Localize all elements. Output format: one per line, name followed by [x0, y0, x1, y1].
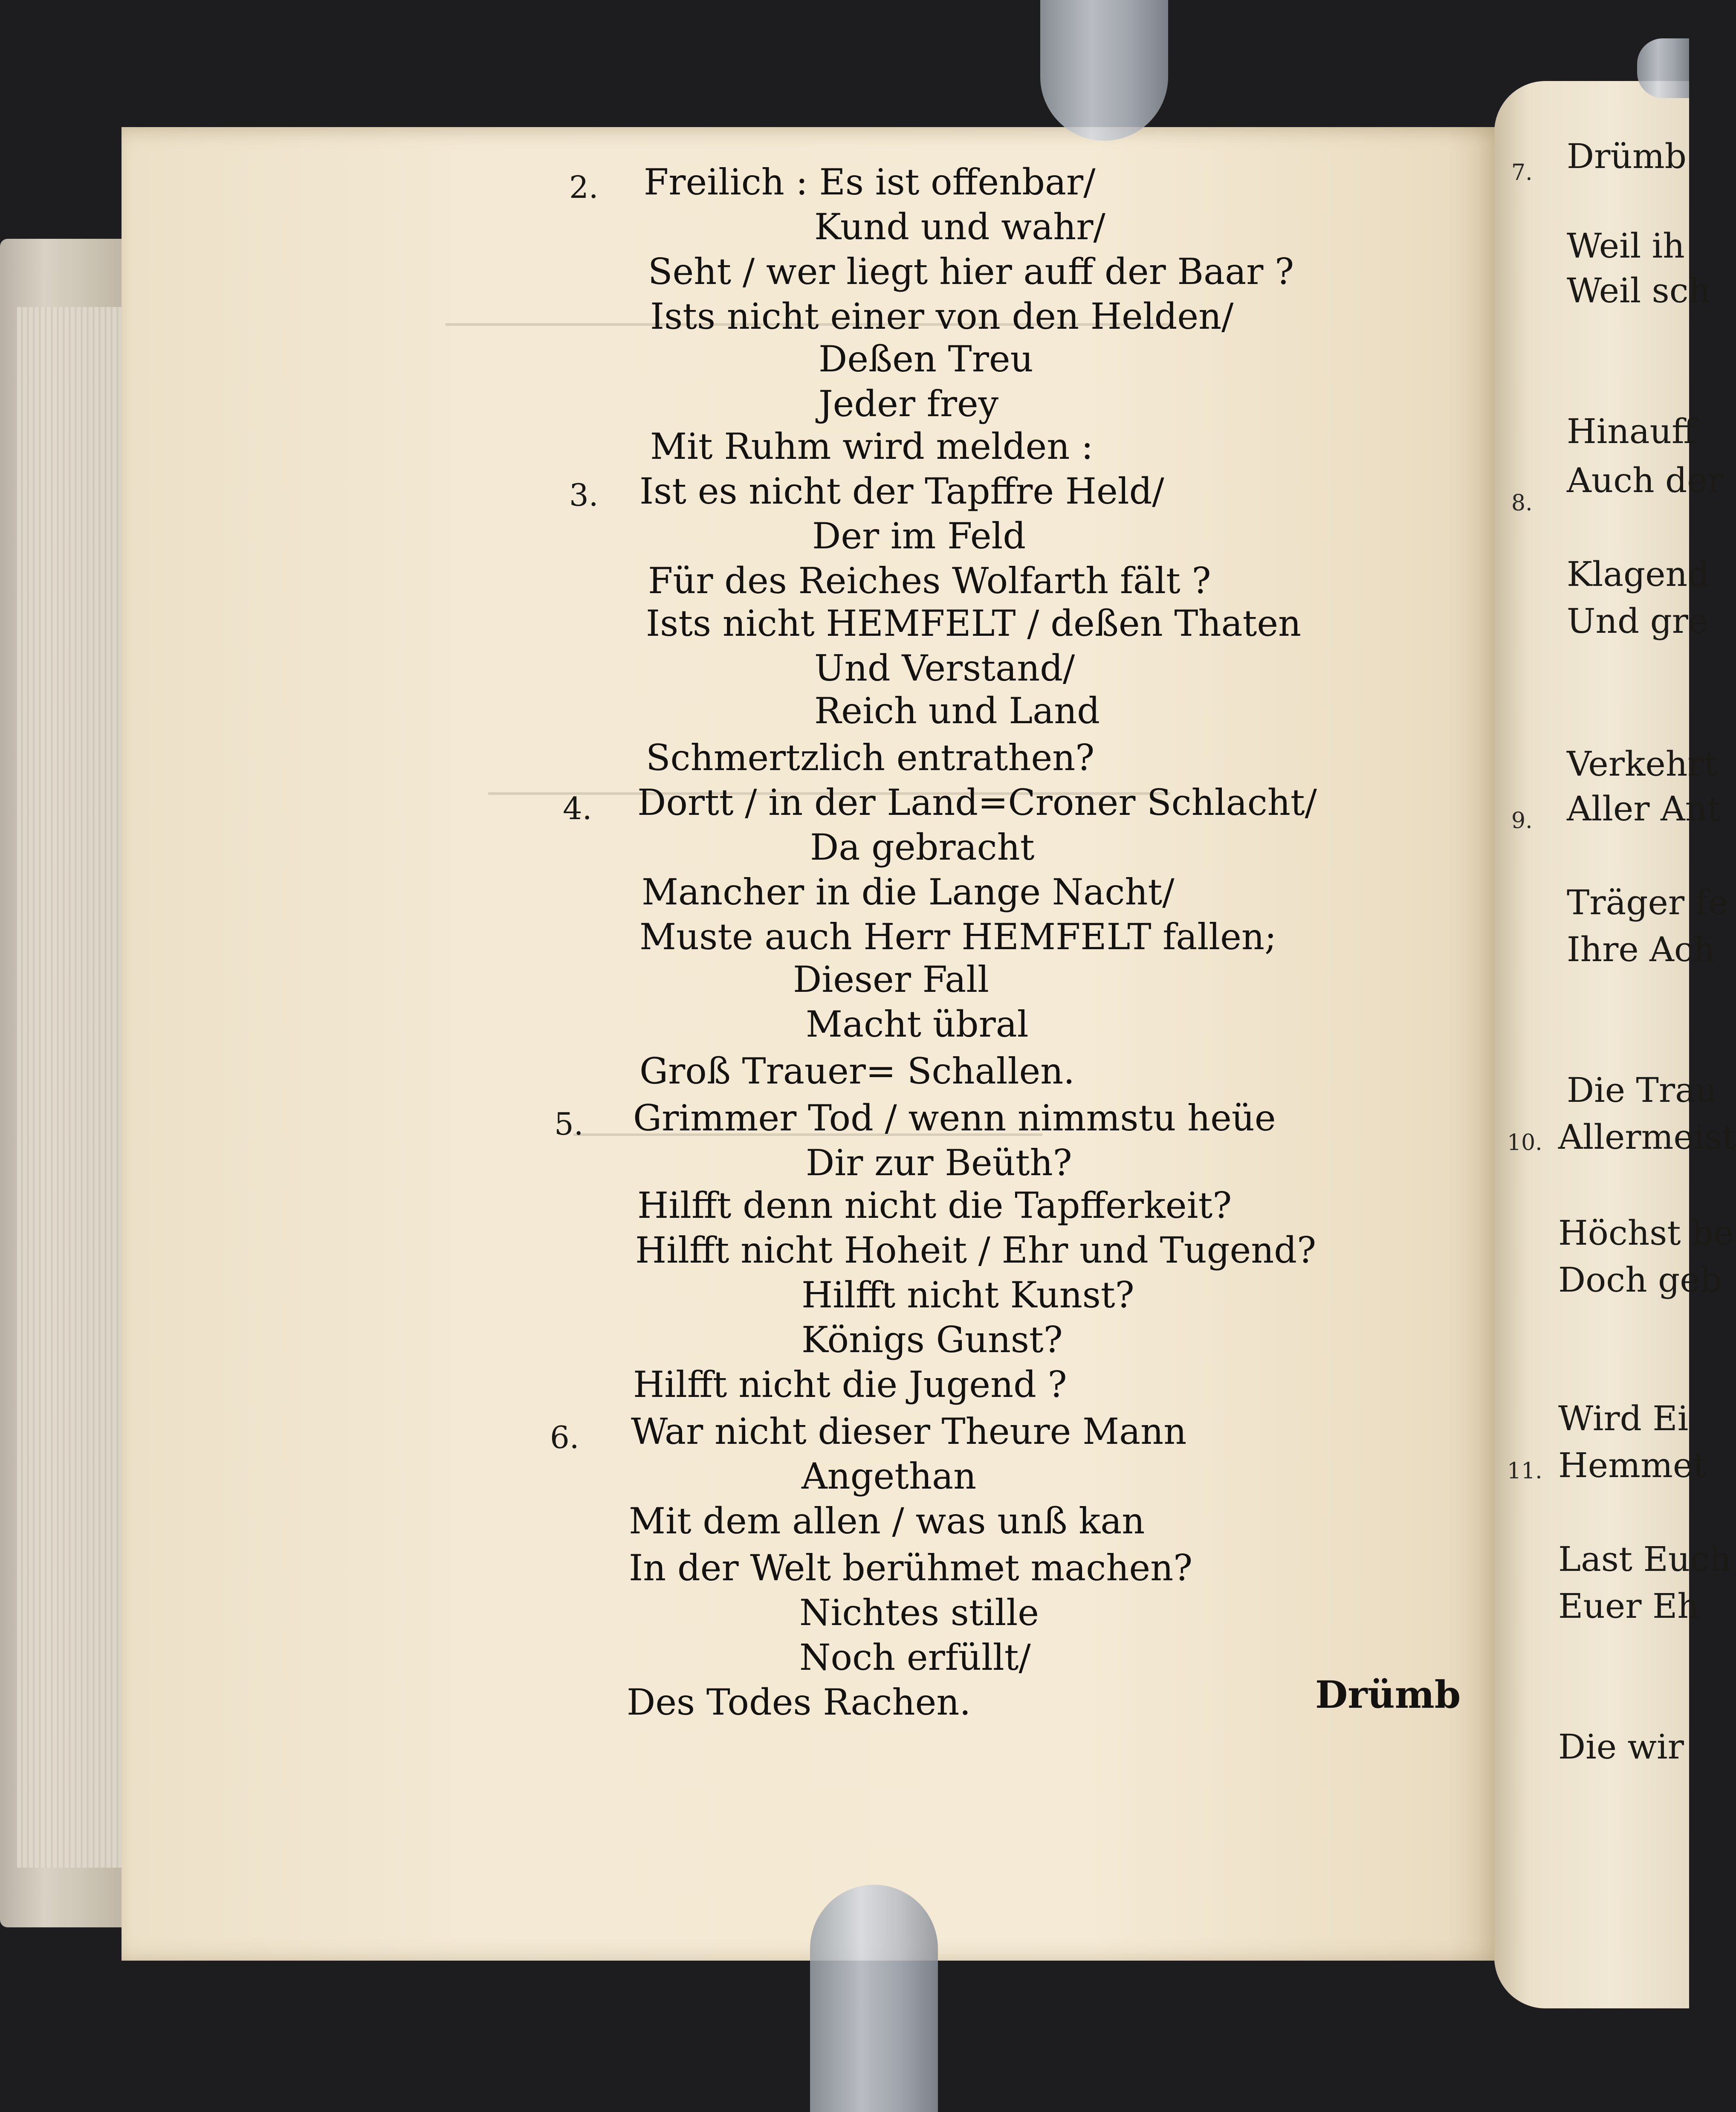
stanza-number: 5.: [554, 1106, 584, 1142]
verse-line: Die Trau: [1567, 1070, 1718, 1110]
verse-line: Mancher in die Lange Nacht/: [642, 871, 1175, 913]
verse-line: Seht / wer liegt hier auff der Baar ?: [648, 251, 1294, 293]
verse-line: Freilich : Es ist offenbar/: [644, 161, 1096, 203]
stanza-number: 11.: [1507, 1458, 1542, 1484]
verse-line: Träger fe: [1567, 883, 1728, 922]
verse-line: Ist es nicht der Tapffre Held/: [639, 470, 1164, 512]
stanza-number: 2.: [569, 169, 599, 205]
verse-line: Dortt / in der Land=Croner Schlacht/: [637, 782, 1317, 823]
verse-line: Deßen Treu: [819, 338, 1033, 380]
catchword: Drümb: [1315, 1672, 1461, 1717]
verse-line: Kund und wahr/: [814, 206, 1105, 248]
book-clip-top: [1040, 0, 1168, 141]
verse-line: Nichtes stille: [799, 1592, 1039, 1634]
verse-line: Königs Gunst?: [801, 1319, 1063, 1361]
stanza-number: 6.: [550, 1420, 579, 1455]
verse-line: Doch geb: [1558, 1260, 1722, 1300]
verse-line: Auch der: [1567, 461, 1724, 500]
verse-line: Hilfft nicht Kunst?: [801, 1274, 1134, 1316]
verse-line: Ists nicht einer von den Helden/: [650, 296, 1234, 337]
verse-line: Hinauff: [1567, 411, 1696, 451]
verse-line: Da gebracht: [810, 826, 1035, 868]
verse-line: Jeder frey: [819, 383, 999, 425]
verse-line: Angethan: [801, 1455, 977, 1497]
stanza-number: 8.: [1511, 490, 1533, 516]
verse-line: Aller Ant: [1567, 789, 1721, 829]
verse-line: Und Verstand/: [814, 647, 1075, 689]
verse-line: Macht übral: [806, 1003, 1029, 1045]
verse-line: Verkehrt: [1567, 744, 1718, 784]
verse-line: In der Welt berühmet machen?: [629, 1547, 1193, 1589]
verse-line: Der im Feld: [812, 515, 1026, 557]
verse-line: Weil sch: [1567, 271, 1711, 310]
verse-line: Euer Eh: [1558, 1586, 1699, 1626]
stanza-number: 4.: [563, 791, 592, 826]
verse-line: Last Euch: [1558, 1539, 1731, 1579]
verse-line: Hilfft nicht die Jugend ?: [633, 1364, 1067, 1405]
page-edges: [17, 307, 124, 1868]
verse-line: Klagend: [1567, 554, 1710, 594]
verse-line: Höchst be: [1558, 1213, 1734, 1253]
verse-line: Dieser Fall: [793, 959, 989, 1000]
stanza-number: 7.: [1511, 160, 1533, 185]
verse-line: Hemmet: [1558, 1446, 1707, 1485]
verse-line: Reich und Land: [814, 690, 1100, 732]
verse-line: Groß Trauer= Schallen.: [639, 1050, 1075, 1092]
verse-line: Hilfft nicht Hoheit / Ehr und Tugend?: [635, 1229, 1316, 1271]
verse-line: Mit Ruhm wird melden :: [650, 426, 1094, 467]
verse-line: Die wir: [1558, 1727, 1684, 1767]
book-clip-bottom: [810, 1885, 938, 2112]
verse-line: Schmertzlich entrathen?: [646, 737, 1095, 779]
verse-line: Drümb: [1567, 136, 1687, 176]
stanza-number: 3.: [569, 477, 599, 513]
verse-line: Ihre Ach: [1567, 930, 1716, 969]
verse-line: Grimmer Tod / wenn nimmstu heüe: [633, 1097, 1276, 1139]
right-page-text: [1494, 0, 1736, 2112]
verse-line: Weil ih: [1567, 226, 1685, 266]
stanza-number: 9.: [1511, 808, 1533, 834]
verse-line: Und gre: [1567, 601, 1709, 641]
verse-line: Noch erfüllt/: [799, 1637, 1031, 1678]
verse-line: War nicht dieser Theure Mann: [631, 1411, 1187, 1452]
verse-line: Muste auch Herr HEMFELT fallen;: [639, 916, 1277, 958]
verse-line: Für des Reiches Wolfarth fält ?: [648, 560, 1211, 602]
verse-line: Des Todes Rachen.: [627, 1681, 971, 1723]
verse-line: Allermeist: [1558, 1117, 1736, 1157]
verse-line: Ists nicht HEMFELT / deßen Thaten: [646, 603, 1302, 644]
stanza-number: 10.: [1507, 1130, 1542, 1156]
verse-line: Hilfft denn nicht die Tapfferkeit?: [637, 1185, 1232, 1226]
verse-line: Mit dem allen / was unß kan: [629, 1500, 1145, 1542]
verse-line: Wird Ei: [1558, 1399, 1689, 1438]
verse-line: Dir zur Beüth?: [806, 1142, 1072, 1184]
